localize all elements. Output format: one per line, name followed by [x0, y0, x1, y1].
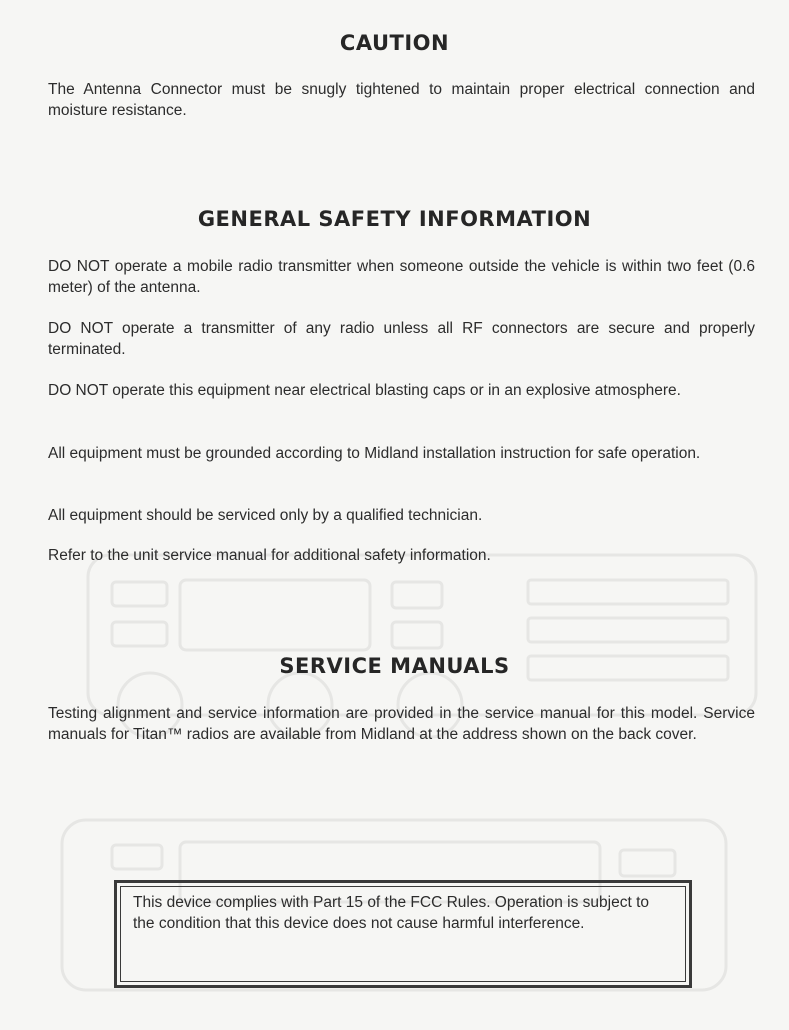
- service-text: Testing alignment and service information are provided in the service manual for this model. Service manuals for Titan™ radios are available from Midland at the address shown on the back cover.: [48, 705, 755, 743]
- safety-item-6: Refer to the unit service manual for additional safety information.: [48, 547, 491, 564]
- safety-item-5: All equipment should be serviced only by a qualified technician.: [48, 507, 483, 524]
- service-heading: SERVICE MANUALS: [279, 654, 510, 678]
- safety-heading: GENERAL SAFETY INFORMATION: [197, 207, 592, 231]
- fcc-notice-box: [114, 880, 692, 988]
- caution-heading: CAUTION: [339, 31, 450, 55]
- fcc-notice-text: This device complies with Part 15 of the FCC Rules. Operation is subject to the condition that this device does not cause harmful interference.: [133, 894, 650, 932]
- safety-item-1: DO NOT operate a mobile radio transmitter when someone outside the vehicle is within two feet (0.6 meter) of the antenna.: [48, 258, 755, 296]
- safety-item-2: DO NOT operate a transmitter of any radio unless all RF connectors are secure and properly terminated.: [48, 320, 755, 358]
- caution-text: The Antenna Connector must be snugly tightened to maintain proper electrical connection and moisture resistance.: [48, 81, 755, 119]
- safety-item-3: DO NOT operate this equipment near electrical blasting caps or in an explosive atmosphere.: [48, 382, 681, 399]
- safety-item-4: All equipment must be grounded according to Midland installation instruction for safe operation.: [48, 445, 701, 462]
